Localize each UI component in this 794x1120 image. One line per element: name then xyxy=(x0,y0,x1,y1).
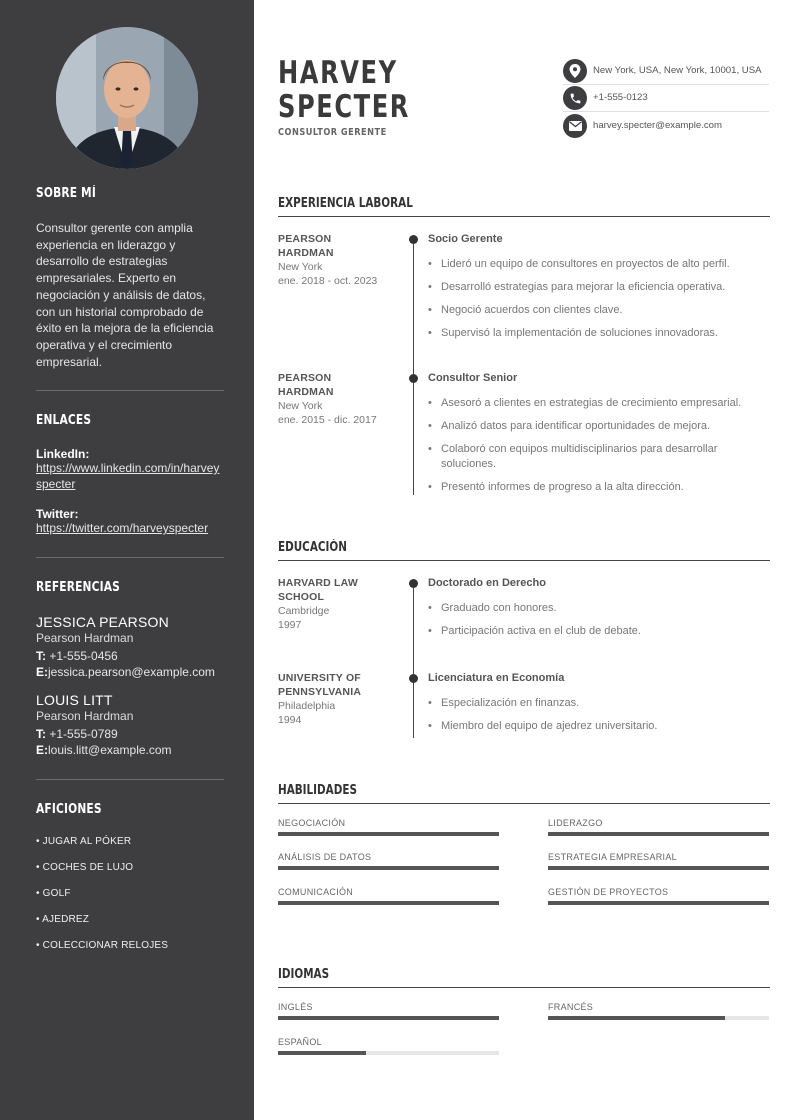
reference-phone xyxy=(36,727,224,743)
bullet-list xyxy=(428,257,770,349)
hobby-item: • AJEDREZ xyxy=(36,914,90,925)
skill-bar-fill xyxy=(278,901,499,905)
skills-title: HABILIDADES xyxy=(278,783,357,798)
timeline-dot xyxy=(409,235,418,244)
org-dates: ene. 2015 - dic. 2017 xyxy=(278,414,377,426)
reference-item xyxy=(36,692,224,758)
contact-divider xyxy=(563,84,769,85)
skill-bar-fill xyxy=(548,901,769,905)
skill-label: ANÁLISIS DE DATOS xyxy=(278,852,372,862)
skill-label: LIDERAZGO xyxy=(548,818,603,828)
reference-company: Pearson Hardman xyxy=(36,709,134,723)
reference-company: Pearson Hardman xyxy=(36,631,134,645)
bullet-list xyxy=(428,396,770,503)
org-name: HARDMAN xyxy=(278,246,334,259)
hobby-item: • JUGAR AL PÓKER xyxy=(36,836,132,847)
language-label: ESPAÑOL xyxy=(278,1037,322,1047)
org-location: New York xyxy=(278,261,323,273)
skill-bar-track xyxy=(548,866,769,870)
profile-photo-illustration xyxy=(56,27,198,169)
email-icon xyxy=(563,114,587,138)
experience-org xyxy=(278,233,396,288)
org-name: SCHOOL xyxy=(278,590,325,603)
org-name: HARDMAN xyxy=(278,385,334,398)
bullet-item: • Presentó informes de progreso a la alta dirección. xyxy=(428,480,770,495)
skill-bar-fill xyxy=(278,832,499,836)
about-section xyxy=(36,186,224,201)
address-text: New York, USA, New York, 10001, USA xyxy=(593,65,762,76)
first-name: HARVEY xyxy=(278,55,398,91)
email-value: jessica.pearson@example.com xyxy=(48,664,215,679)
skill-bar-track xyxy=(278,901,499,905)
timeline-dot xyxy=(409,674,418,683)
role-title: Consultor Senior xyxy=(428,372,518,384)
link-label: Twitter: xyxy=(36,507,79,521)
sidebar-divider xyxy=(36,779,224,780)
phone-label: T: xyxy=(36,649,46,663)
language-item xyxy=(548,1002,769,1020)
timeline-dot xyxy=(409,374,418,383)
references-title: REFERENCIAS xyxy=(36,580,120,595)
experience-org xyxy=(278,372,396,427)
reference-email xyxy=(36,743,224,759)
skill-label: COMUNICACIÓN xyxy=(278,887,354,897)
language-label: INGLÉS xyxy=(278,1002,313,1012)
bullet-item: • Miembro del equipo de ajedrez universitario. xyxy=(428,719,770,734)
language-bar-track xyxy=(278,1016,499,1020)
org-location: New York xyxy=(278,400,323,412)
bullet-item: • Desarrolló estrategias para mejorar la eficiencia operativa. xyxy=(428,280,770,295)
languages-title: IDIOMAS xyxy=(278,967,330,982)
about-text: Consultor gerente con amplia experiencia en liderazgo y desarrollo de estrategias empresariales. Experto en negociación y análisis de datos, con un historial comprobado de éxito en la mejora de la eficiencia operativa y el crecimiento empresarial. xyxy=(36,221,214,369)
language-bar-track xyxy=(278,1051,499,1055)
skill-item xyxy=(548,887,769,905)
role-title: Socio Gerente xyxy=(428,233,503,245)
bullet-item: • Lideró un equipo de consultores en proyectos de alto perfil. xyxy=(428,257,770,272)
profile-photo xyxy=(56,27,198,169)
email-label: E: xyxy=(36,664,48,679)
bullet-item: • Negoció acuerdos con clientes clave. xyxy=(428,303,770,318)
contact-divider xyxy=(563,111,769,112)
skill-item xyxy=(278,887,499,905)
org-name: PEARSON xyxy=(278,372,332,384)
link-twitter xyxy=(36,507,224,537)
sidebar xyxy=(0,0,254,1120)
reference-phone xyxy=(36,649,224,665)
section-rule xyxy=(278,216,770,217)
hobbies-section xyxy=(36,802,224,817)
skill-label: GESTIÓN DE PROYECTOS xyxy=(548,887,669,897)
degree-title: Licenciatura en Economía xyxy=(428,672,565,684)
skill-label: NEGOCIACIÓN xyxy=(278,818,346,828)
linkedin-link[interactable]: https://www.linkedin.com/in/harveyspecter xyxy=(36,461,220,491)
language-bar-fill xyxy=(548,1016,725,1020)
org-name: HARVARD LAW xyxy=(278,577,358,589)
hobbies-title: AFICIONES xyxy=(36,802,102,817)
skill-bar-fill xyxy=(548,832,769,836)
bullet-list xyxy=(428,601,770,647)
email-text[interactable]: harvey.specter@example.com xyxy=(593,120,722,131)
skill-bar-track xyxy=(278,866,499,870)
skill-label: ESTRATEGIA EMPRESARIAL xyxy=(548,852,677,862)
email-value: louis.litt@example.com xyxy=(48,742,172,757)
language-bar-fill xyxy=(278,1016,499,1020)
bullet-item: • Analizó datos para identificar oportunidades de mejora. xyxy=(428,419,770,434)
skill-bar-track xyxy=(548,832,769,836)
phone-icon xyxy=(563,86,587,110)
skill-bar-fill xyxy=(548,866,769,870)
sidebar-divider xyxy=(36,390,224,391)
skill-bar-track xyxy=(278,832,499,836)
skill-item xyxy=(278,852,499,870)
language-bar-fill xyxy=(278,1051,366,1055)
phone-value: +1-555-0456 xyxy=(49,649,118,663)
language-item xyxy=(278,1037,499,1055)
reference-item xyxy=(36,614,224,680)
last-name: SPECTER xyxy=(278,89,410,125)
org-name: PEARSON xyxy=(278,233,332,245)
language-label: FRANCÉS xyxy=(548,1002,594,1012)
bullet-item: • Participación activa en el club de debate. xyxy=(428,624,770,639)
job-title: CONSULTOR GERENTE xyxy=(278,127,387,138)
bullet-item: • Graduado con honores. xyxy=(428,601,770,616)
link-linkedin xyxy=(36,447,224,492)
hobby-item: • COCHES DE LUJO xyxy=(36,862,134,873)
link-label: LinkedIn: xyxy=(36,447,90,461)
location-pin-icon xyxy=(563,59,587,83)
org-location: Philadelphia xyxy=(278,700,336,712)
skill-bar-track xyxy=(548,901,769,905)
references-section xyxy=(36,580,224,595)
timeline-dot xyxy=(409,579,418,588)
bullet-item: • Supervisó la implementación de soluciones innovadoras. xyxy=(428,326,770,341)
links-section xyxy=(36,413,224,428)
bullet-item: • Especialización en finanzas. xyxy=(428,696,770,711)
bullet-list xyxy=(428,696,770,742)
education-org xyxy=(278,672,396,727)
section-rule xyxy=(278,803,770,804)
org-dates: 1994 xyxy=(278,714,302,726)
section-rule xyxy=(278,560,770,561)
reference-name: LOUIS LITT xyxy=(36,692,113,708)
links-title: ENLACES xyxy=(36,413,92,428)
education-title: EDUCACIÓN xyxy=(278,540,347,555)
degree-title: Doctorado en Derecho xyxy=(428,577,546,589)
org-dates: ene. 2018 - oct. 2023 xyxy=(278,275,378,287)
contact-address xyxy=(563,59,769,83)
sidebar-divider xyxy=(36,557,224,558)
twitter-link[interactable]: https://twitter.com/harveyspecter xyxy=(36,521,209,535)
hobby-item: • COLECCIONAR RELOJES xyxy=(36,940,169,951)
skill-item xyxy=(278,818,499,836)
experience-title: EXPERIENCIA LABORAL xyxy=(278,196,413,211)
hobby-item: • GOLF xyxy=(36,888,71,899)
language-bar-track xyxy=(548,1016,769,1020)
contact-email xyxy=(563,114,769,138)
phone-label: T: xyxy=(36,727,46,741)
timeline-line xyxy=(413,583,414,738)
org-dates: 1997 xyxy=(278,619,302,631)
bullet-item: • Asesoró a clientes en estrategias de crecimiento empresarial. xyxy=(428,396,770,411)
section-rule xyxy=(278,987,770,988)
phone-value: +1-555-0789 xyxy=(49,727,118,741)
timeline-line xyxy=(413,239,414,495)
org-name: UNIVERSITY OF xyxy=(278,672,361,684)
about-title: SOBRE MÍ xyxy=(36,186,96,201)
reference-email xyxy=(36,665,224,681)
contact-phone xyxy=(563,86,769,110)
email-label: E: xyxy=(36,742,48,757)
skill-bar-fill xyxy=(278,866,499,870)
skill-item xyxy=(548,852,769,870)
org-location: Cambridge xyxy=(278,605,330,617)
skill-item xyxy=(548,818,769,836)
phone-text: +1-555-0123 xyxy=(593,92,648,103)
org-name: PENNSYLVANIA xyxy=(278,685,362,698)
language-item xyxy=(278,1002,499,1020)
bullet-item: • Colaboró con equipos multidisciplinarios para desarrollar soluciones. xyxy=(428,442,770,471)
education-org xyxy=(278,577,396,632)
reference-name: JESSICA PEARSON xyxy=(36,614,169,630)
